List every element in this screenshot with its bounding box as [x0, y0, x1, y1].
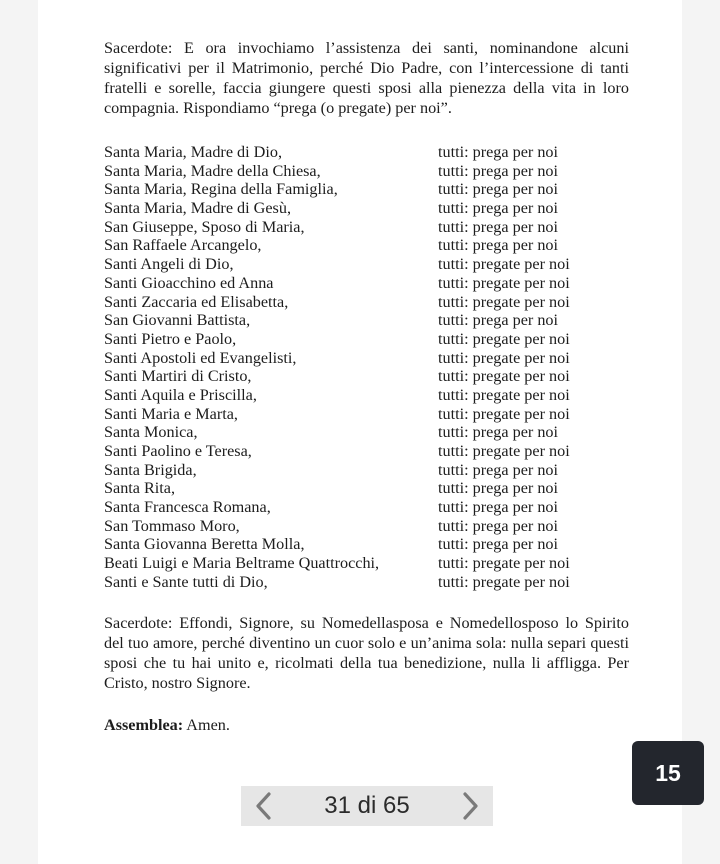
litany-response: tutti: pregate per noi — [438, 404, 570, 423]
chevron-left-icon — [253, 791, 273, 821]
litany-row — [104, 479, 634, 498]
page-indicator: 31 di 65 — [324, 792, 410, 819]
litany-response: tutti: prega per noi — [438, 199, 559, 218]
saint-name: Santa Giovanna Beretta Molla, — [104, 535, 305, 554]
saint-name: Santa Francesca Romana, — [104, 498, 271, 517]
litany-row — [104, 461, 634, 480]
litany-row — [104, 442, 634, 461]
litany-response: tutti: prega per noi — [438, 516, 559, 535]
litany-row — [104, 349, 634, 368]
intro-paragraph: Sacerdote: E ora invochiamo l’assistenza dei santi, nominandone alcuni significativi per il Matrimonio, perché Dio Padre, con l’intercessione di tanti fratelli e sorelle, faccia giungere questi sposi alla pienezza della vita in loro compagnia. Rispondiamo “prega (o pregate) per noi”. — [104, 39, 629, 117]
saint-name: Santi Martiri di Cristo, — [104, 367, 252, 386]
litany-response: tutti: prega per noi — [438, 180, 559, 199]
litany-response: tutti: pregate per noi — [438, 273, 570, 292]
assembly-label: Assemblea: — [104, 716, 184, 734]
litany-row — [104, 330, 634, 349]
litany-response: tutti: pregate per noi — [438, 348, 570, 367]
saint-name: Santi Apostoli ed Evangelisti, — [104, 348, 297, 367]
litany-response: tutti: prega per noi — [438, 423, 559, 442]
litany-response: tutti: pregate per noi — [438, 572, 570, 591]
litany-row — [104, 311, 634, 330]
litany-row — [104, 143, 634, 162]
prayer-paragraph: Sacerdote: Effondi, Signore, su Nomedellasposa e Nomedellosposo lo Spirito del tuo amore, perché diventino un cuor solo e un’anima sola: nulla separi questi sposi che tu hai unito e, ricolmati della tua benedizione, nulla li affligga. Per Cristo, nostro Signore. — [104, 614, 629, 692]
saint-name: Santi Gioacchino ed Anna — [104, 273, 274, 292]
litany-row — [104, 573, 634, 592]
saint-name: Beati Luigi e Maria Beltrame Quattrocchi, — [104, 554, 380, 573]
litany-response: tutti: pregate per noi — [438, 367, 570, 386]
saint-name: Santi Paolino e Teresa, — [104, 442, 252, 460]
litany-row — [104, 386, 634, 405]
litany-response: tutti: pregate per noi — [438, 442, 570, 460]
page-navigator — [241, 786, 493, 826]
litany-response: tutti: prega per noi — [438, 236, 559, 255]
litany-row — [104, 517, 634, 536]
saint-name: Santa Maria, Regina della Famiglia, — [104, 180, 338, 199]
litany-row — [104, 274, 634, 293]
saint-name: Santa Maria, Madre di Dio, — [104, 143, 283, 161]
chevron-right-icon — [461, 791, 481, 821]
litany-response: tutti: prega per noi — [438, 460, 559, 479]
litany-response: tutti: prega per noi — [438, 143, 559, 161]
assembly-text: Amen. — [183, 716, 230, 734]
saint-name: Santa Monica, — [104, 423, 198, 442]
litany-row — [104, 367, 634, 386]
litany-response: tutti: pregate per noi — [438, 329, 570, 348]
page-number-badge: 15 — [632, 741, 704, 805]
saint-name: San Raffaele Arcangelo, — [104, 236, 262, 255]
litany-response: tutti: prega per noi — [438, 479, 559, 498]
litany-row — [104, 535, 634, 554]
litany-row — [104, 423, 634, 442]
litany-list — [104, 143, 634, 592]
litany-row — [104, 293, 634, 312]
litany-row — [104, 180, 634, 199]
saint-name: San Giovanni Battista, — [104, 311, 251, 330]
litany-row — [104, 162, 634, 181]
saint-name: Santi Angeli di Dio, — [104, 255, 234, 274]
litany-response: tutti: prega per noi — [438, 161, 559, 180]
next-page-button[interactable] — [449, 786, 493, 826]
litany-response: tutti: pregate per noi — [438, 554, 570, 573]
previous-page-button[interactable] — [241, 786, 285, 826]
saint-name: Santi e Sante tutti di Dio, — [104, 572, 268, 591]
saint-name: Santi Aquila e Priscilla, — [104, 385, 257, 404]
saint-name: Santi Pietro e Paolo, — [104, 329, 237, 348]
litany-response: tutti: pregate per noi — [438, 292, 570, 311]
litany-response: tutti: prega per noi — [438, 217, 559, 236]
litany-row — [104, 554, 634, 573]
litany-response: tutti: prega per noi — [438, 311, 559, 330]
litany-row — [104, 405, 634, 424]
saint-name: Santa Maria, Madre di Gesù, — [104, 199, 292, 218]
litany-row — [104, 218, 634, 237]
litany-response: tutti: pregate per noi — [438, 255, 570, 274]
litany-response: tutti: prega per noi — [438, 535, 559, 554]
saint-name: San Tommaso Moro, — [104, 516, 240, 535]
litany-response: tutti: pregate per noi — [438, 385, 570, 404]
saint-name: Santa Maria, Madre della Chiesa, — [104, 161, 321, 180]
saint-name: San Giuseppe, Sposo di Maria, — [104, 217, 305, 236]
saint-name: Santa Brigida, — [104, 460, 197, 479]
litany-row — [104, 255, 634, 274]
saint-name: Santi Zaccaria ed Elisabetta, — [104, 292, 289, 311]
saint-name: Santi Maria e Marta, — [104, 404, 238, 423]
litany-row — [104, 236, 634, 255]
litany-row — [104, 498, 634, 517]
assembly-response — [104, 715, 629, 735]
litany-response: tutti: prega per noi — [438, 498, 559, 517]
saint-name: Santa Rita, — [104, 479, 176, 498]
litany-row — [104, 199, 634, 218]
